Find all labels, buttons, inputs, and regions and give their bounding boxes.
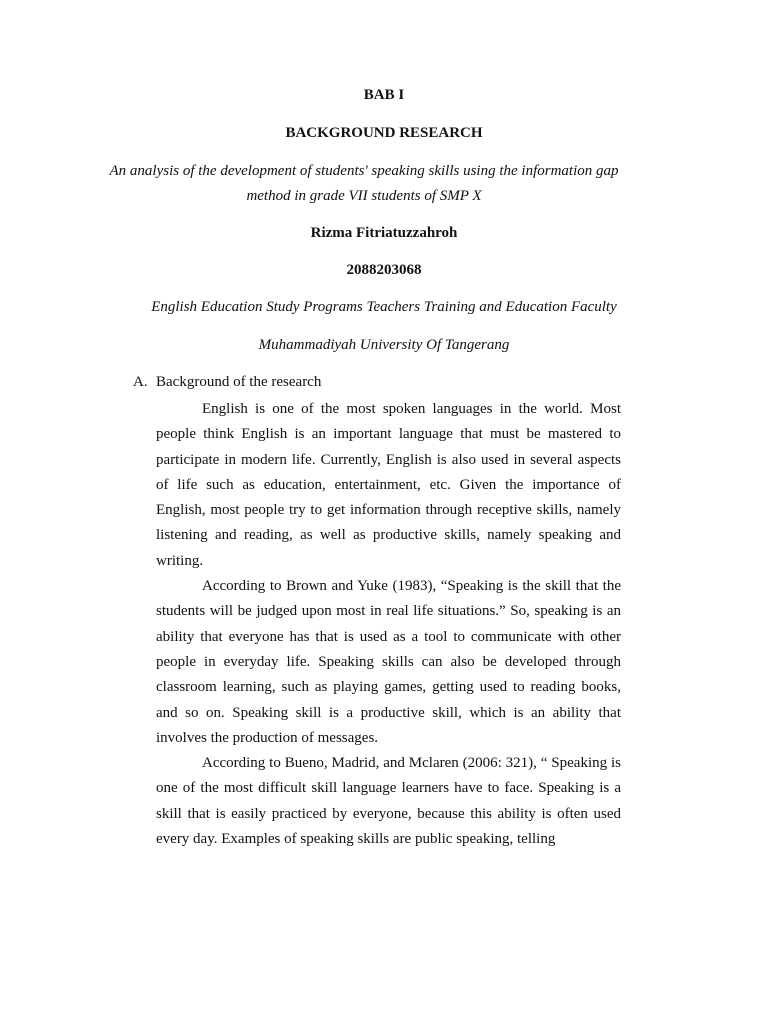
- author-name: Rizma Fitriatuzzahroh: [310, 225, 458, 241]
- paragraph: According to Bueno, Madrid, and Mclaren (2006: 321), “ Speaking is one of the most difficult skill language learners have to face. Speaking is a skill that is easily practiced by everyone, because this ability is often used every day. Examples of speaking skills are public speaking, telling: [156, 755, 621, 848]
- document-title: BACKGROUND RESEARCH: [285, 125, 483, 141]
- student-id: 2088203068: [346, 262, 422, 278]
- section-heading-text: Background of the research: [156, 374, 322, 390]
- chapter-heading: BAB I: [363, 87, 405, 103]
- section-marker: A.: [133, 374, 148, 390]
- paragraph: According to Brown and Yuke (1983), “Speaking is the skill that the students will be judged upon most in real life situations.” So, speaking is an ability that everyone has that is used as a tool to communicate with other people in everyday life. Speaking skills can also be developed through classroom learning, such as playing games, getting used to reading books, and so on. Speaking skill is a productive skill, which is an ability that involves the production of messages.: [156, 578, 621, 746]
- section-heading: [133, 372, 321, 392]
- university-name: Muhammadiyah University Of Tangerang: [258, 337, 510, 353]
- document-subtitle: An analysis of the development of students' speaking skills using the information gap method in grade VII students of SMP X: [109, 163, 619, 204]
- section-body: [156, 397, 621, 852]
- paragraph: English is one of the most spoken languages in the world. Most people think English is an important language that must be mastered to participate in modern life. Currently, English is also used in several aspects of life such as education, entertainment, etc. Given the importance of English, most people try to get information through receptive skills, namely listening and reading, as well as productive skills, namely speaking and writing.: [156, 401, 621, 569]
- faculty-name: English Education Study Programs Teachers Training and Education Faculty: [151, 299, 617, 315]
